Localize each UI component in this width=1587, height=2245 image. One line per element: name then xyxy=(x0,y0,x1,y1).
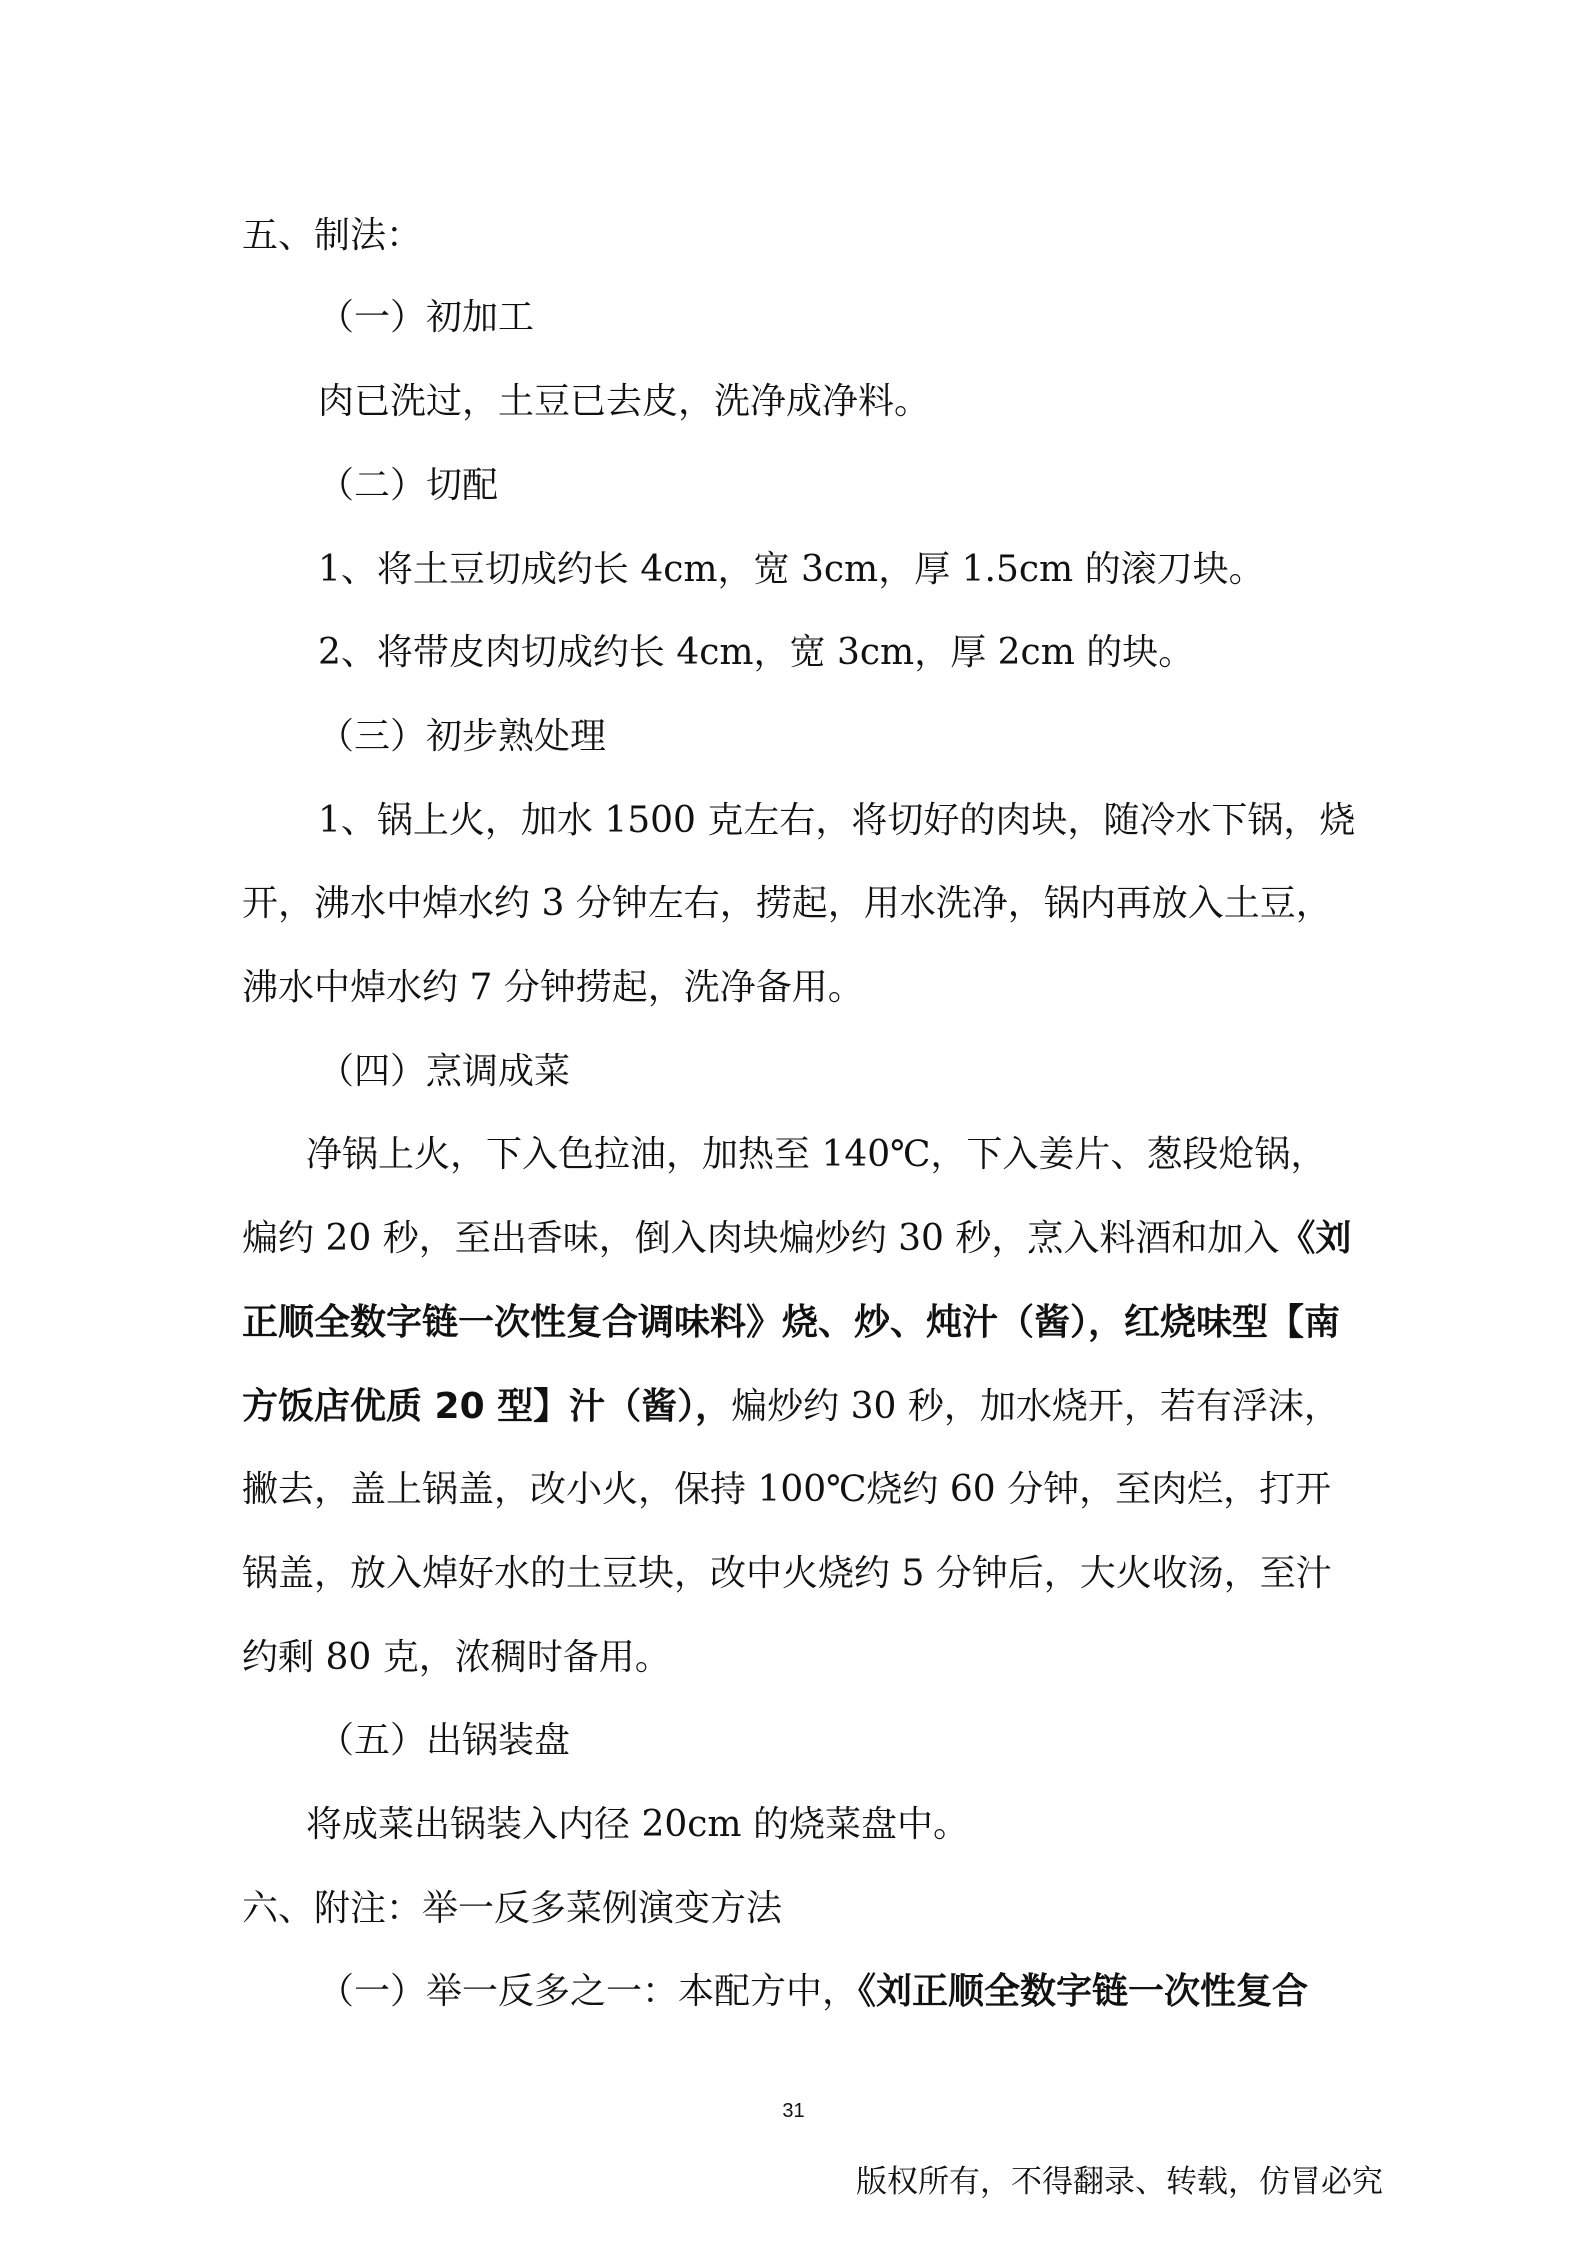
cook-line-5: 撇去，盖上锅盖，改小火，保持 100℃烧约 60 分钟，至肉烂，打开 xyxy=(242,1469,1332,1510)
cut-step-2: 2、将带皮肉切成约长 4cm，宽 3cm，厚 2cm 的块。 xyxy=(318,632,1195,673)
subsection-2-title: （二）切配 xyxy=(318,465,499,506)
section-6-heading: 六、附注：举一反多菜例演变方法 xyxy=(242,1888,783,1929)
seasoning-type-end: 方饭店优质 20 型】汁（酱）， xyxy=(242,1386,732,1427)
blanch-line-3: 沸水中焯水约 7 分钟捞起，洗净备用。 xyxy=(242,967,864,1008)
subsection-1-title: （一）初加工 xyxy=(318,297,535,338)
blanch-line-1: 1、锅上火，加水 1500 克左右，将切好的肉块，随冷水下锅，烧 xyxy=(318,800,1356,841)
variation-1-seasoning: 《刘正顺全数字链一次性复合 xyxy=(858,1971,1309,2012)
subsection-3-title: （三）初步熟处理 xyxy=(318,716,607,757)
cook-line-4-text: 煸炒约 30 秒，加水烧开，若有浮沫， xyxy=(731,1386,1340,1427)
copyright-footer: 版权所有，不得翻录、转载，仿冒必究 xyxy=(856,2164,1383,2200)
cook-line-4 xyxy=(242,1385,1340,1429)
cook-line-7: 约剩 80 克，浓稠时备用。 xyxy=(242,1637,671,1678)
page-number: 31 xyxy=(782,2100,805,2122)
variation-1-text: （一）举一反多之一：本配方中， xyxy=(318,1971,859,2012)
subsection-5-title: （五）出锅装盘 xyxy=(318,1720,571,1761)
subsection-1-text: 肉已洗过，土豆已去皮，洗净成净料。 xyxy=(318,381,931,422)
cook-line-6: 锅盖，放入焯好水的土豆块，改中火烧约 5 分钟后，大火收汤，至汁 xyxy=(242,1553,1332,1594)
variation-1-line xyxy=(318,1970,1308,2014)
section-5-heading: 五、制法： xyxy=(242,215,423,256)
cook-line-2 xyxy=(242,1217,1351,1261)
cut-step-1: 1、将土豆切成约长 4cm，宽 3cm，厚 1.5cm 的滚刀块。 xyxy=(318,549,1265,590)
seasoning-name-line: 正顺全数字链一次性复合调味料》烧、炒、炖汁（酱），红烧味型【南 xyxy=(242,1302,1341,1343)
subsection-4-title: （四）烹调成菜 xyxy=(318,1051,571,1092)
plating-text: 将成菜出锅装入内径 20cm 的烧菜盘中。 xyxy=(306,1804,969,1845)
cook-line-2-text: 煸约 20 秒，至出香味，倒入肉块煸炒约 30 秒，烹入料酒和加入 xyxy=(242,1218,1280,1259)
seasoning-name-start: 《刘 xyxy=(1279,1218,1352,1259)
cook-line-1: 净锅上火，下入色拉油，加热至 140℃，下入姜片、葱段炝锅， xyxy=(306,1134,1327,1175)
blanch-line-2: 开，沸水中焯水约 3 分钟左右，捞起，用水洗净，锅内再放入土豆， xyxy=(242,883,1332,924)
